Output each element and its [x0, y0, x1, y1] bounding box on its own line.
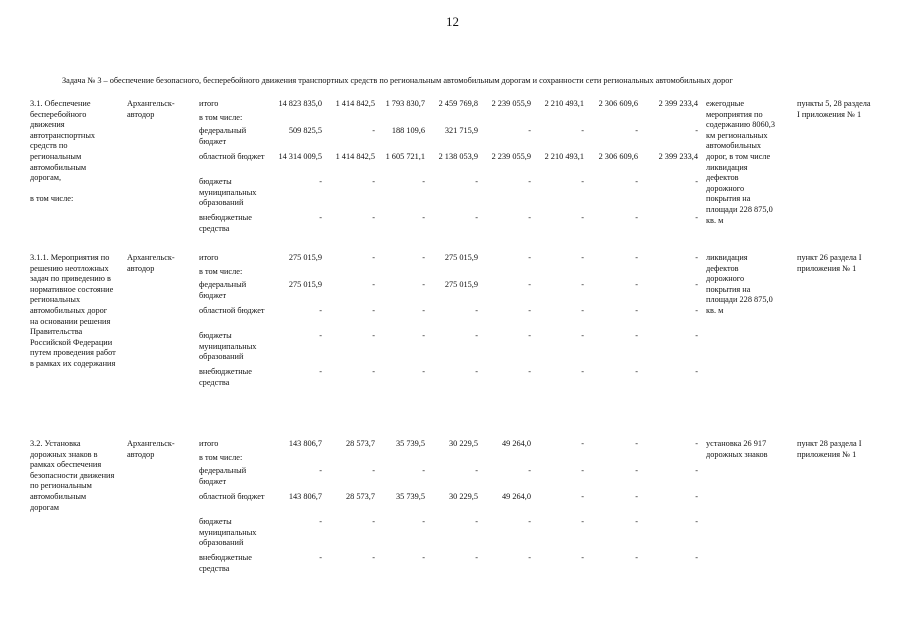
amount-cell: 14 823 835,0 — [278, 99, 322, 108]
amount-cell: - — [695, 213, 698, 222]
amount-cell: - — [635, 126, 638, 135]
amount-cell: - — [581, 280, 584, 289]
amount-cell: - — [581, 439, 584, 448]
amount-cell: - — [372, 253, 375, 262]
amount-cell: - — [528, 306, 531, 315]
source-label: бюджеты муниципальных образований — [199, 517, 257, 548]
amount-cell: - — [372, 367, 375, 376]
amount-cell: 2 210 493,1 — [544, 152, 584, 161]
amount-cell: - — [372, 213, 375, 222]
amount-cell: - — [635, 517, 638, 526]
amount-cell: - — [528, 367, 531, 376]
amount-cell: - — [695, 466, 698, 475]
amount-cell: - — [581, 517, 584, 526]
amount-cell: - — [635, 213, 638, 222]
amount-cell: - — [422, 213, 425, 222]
amount-cell: 28 573,7 — [345, 492, 375, 501]
amount-cell: - — [528, 553, 531, 562]
source-label: в том числе: — [199, 453, 243, 462]
amount-cell: - — [475, 331, 478, 340]
amount-cell: - — [372, 177, 375, 186]
amount-cell: - — [319, 553, 322, 562]
amount-cell: - — [695, 177, 698, 186]
source-label: федеральный бюджет — [199, 466, 247, 486]
row-executor: Архангельск-автодор — [127, 99, 175, 119]
amount-cell: - — [581, 306, 584, 315]
source-label: областной бюджет — [199, 306, 265, 315]
amount-cell: - — [528, 213, 531, 222]
amount-cell: - — [422, 553, 425, 562]
amount-cell: 2 399 233,4 — [658, 99, 698, 108]
amount-cell: - — [319, 213, 322, 222]
row-name: 3.1. Обеспечение бесперебойного движения автотранспортных средств по региональным автомобильным дорогам, в том числе: — [30, 99, 96, 204]
amount-cell: - — [319, 331, 322, 340]
amount-cell: - — [528, 517, 531, 526]
amount-cell: - — [695, 367, 698, 376]
amount-cell: 275 015,9 — [444, 280, 478, 289]
amount-cell: 2 239 055,9 — [491, 99, 531, 108]
amount-cell: - — [422, 177, 425, 186]
amount-cell: - — [422, 517, 425, 526]
source-label: федеральный бюджет — [199, 126, 247, 146]
amount-cell: - — [475, 517, 478, 526]
amount-cell: 30 229,5 — [448, 492, 478, 501]
source-label: в том числе: — [199, 113, 243, 122]
amount-cell: - — [695, 280, 698, 289]
amount-cell: - — [372, 517, 375, 526]
source-label: итого — [199, 439, 219, 448]
amount-cell: 143 806,7 — [288, 439, 322, 448]
amount-cell: - — [319, 367, 322, 376]
amount-cell: - — [372, 553, 375, 562]
source-label: итого — [199, 99, 219, 108]
amount-cell: - — [695, 306, 698, 315]
amount-cell: - — [422, 466, 425, 475]
amount-cell: - — [635, 306, 638, 315]
amount-cell: - — [372, 331, 375, 340]
amount-cell: 275 015,9 — [444, 253, 478, 262]
amount-cell: - — [372, 280, 375, 289]
amount-cell: 1 414 842,5 — [335, 152, 375, 161]
row-reference: пункты 5, 28 раздела I приложения № 1 — [797, 99, 871, 119]
amount-cell: - — [422, 253, 425, 262]
amount-cell: - — [635, 280, 638, 289]
row-result: установка 26 917 дорожных знаков — [706, 439, 768, 459]
source-label: областной бюджет — [199, 152, 265, 161]
amount-cell: - — [528, 177, 531, 186]
amount-cell: 1 793 830,7 — [385, 99, 425, 108]
amount-cell: - — [635, 253, 638, 262]
amount-cell: - — [695, 553, 698, 562]
amount-cell: - — [475, 213, 478, 222]
amount-cell: - — [475, 466, 478, 475]
amount-cell: - — [319, 306, 322, 315]
source-label: областной бюджет — [199, 492, 265, 501]
amount-cell: 2 306 609,6 — [598, 99, 638, 108]
amount-cell: 49 264,0 — [501, 439, 531, 448]
amount-cell: 2 210 493,1 — [544, 99, 584, 108]
amount-cell: 1 605 721,1 — [385, 152, 425, 161]
amount-cell: - — [528, 126, 531, 135]
amount-cell: 2 239 055,9 — [491, 152, 531, 161]
row-reference: пункт 26 раздела I приложения № 1 — [797, 253, 862, 273]
amount-cell: 14 314 009,5 — [278, 152, 322, 161]
amount-cell: - — [319, 177, 322, 186]
amount-cell: - — [475, 306, 478, 315]
amount-cell: - — [581, 213, 584, 222]
amount-cell: - — [581, 492, 584, 501]
amount-cell: - — [581, 367, 584, 376]
amount-cell: 1 414 842,5 — [335, 99, 375, 108]
amount-cell: 188 109,6 — [391, 126, 425, 135]
amount-cell: - — [581, 126, 584, 135]
amount-cell: - — [528, 466, 531, 475]
amount-cell: 509 825,5 — [288, 126, 322, 135]
amount-cell: - — [695, 517, 698, 526]
amount-cell: - — [635, 553, 638, 562]
amount-cell: - — [422, 367, 425, 376]
source-label: внебюджетные средства — [199, 553, 252, 573]
source-label: итого — [199, 253, 219, 262]
amount-cell: - — [695, 492, 698, 501]
amount-cell: - — [422, 280, 425, 289]
amount-cell: - — [475, 367, 478, 376]
amount-cell: - — [319, 517, 322, 526]
amount-cell: - — [581, 553, 584, 562]
amount-cell: - — [695, 331, 698, 340]
amount-cell: - — [581, 331, 584, 340]
row-name: 3.1.1. Мероприятия по решению неотложных задач по приведению в нормативное состояние региональных автомобильных дорог на основании решения Правительства Российской Федерации путем проведения работ в рамках их содержания — [30, 253, 116, 368]
amount-cell: - — [319, 466, 322, 475]
source-label: бюджеты муниципальных образований — [199, 331, 257, 362]
row-name: 3.2. Установка дорожных знаков в рамках обеспечения безопасности движения по региональным автомобильным дорогам — [30, 439, 115, 512]
amount-cell: - — [581, 253, 584, 262]
amount-cell: - — [372, 126, 375, 135]
source-label: внебюджетные средства — [199, 213, 252, 233]
amount-cell: - — [695, 439, 698, 448]
amount-cell: 2 138 053,9 — [438, 152, 478, 161]
amount-cell: 49 264,0 — [501, 492, 531, 501]
source-label: бюджеты муниципальных образований — [199, 177, 257, 208]
row-result: ежегодные мероприятия по содержанию 8060,3 км региональных автомобильных дорог, в том числе ликвидация дефектов дорожного покрытия на площади 228 875,0 кв. м — [706, 99, 776, 225]
row-executor: Архангельск-автодор — [127, 439, 175, 459]
amount-cell: 35 739,5 — [395, 492, 425, 501]
amount-cell: - — [635, 331, 638, 340]
row-reference: пункт 28 раздела I приложения № 1 — [797, 439, 862, 459]
amount-cell: - — [528, 253, 531, 262]
page-number: 12 — [446, 14, 459, 29]
task-title: Задача № 3 – обеспечение безопасного, бесперебойного движения транспортных средств по региональным автомобильным дорогам и сохранности сети региональных автомобильных дорог — [62, 76, 733, 85]
amount-cell: - — [581, 466, 584, 475]
amount-cell: 321 715,9 — [444, 126, 478, 135]
amount-cell: 28 573,7 — [345, 439, 375, 448]
amount-cell: - — [475, 177, 478, 186]
source-label: в том числе: — [199, 267, 243, 276]
amount-cell: - — [528, 331, 531, 340]
row-executor: Архангельск-автодор — [127, 253, 175, 273]
amount-cell: - — [372, 466, 375, 475]
amount-cell: 2 399 233,4 — [658, 152, 698, 161]
amount-cell: 30 229,5 — [448, 439, 478, 448]
amount-cell: 35 739,5 — [395, 439, 425, 448]
amount-cell: 143 806,7 — [288, 492, 322, 501]
amount-cell: - — [581, 177, 584, 186]
amount-cell: - — [695, 126, 698, 135]
amount-cell: - — [475, 553, 478, 562]
amount-cell: 2 459 769,8 — [438, 99, 478, 108]
amount-cell: - — [422, 306, 425, 315]
amount-cell: - — [635, 492, 638, 501]
source-label: внебюджетные средства — [199, 367, 252, 387]
amount-cell: 275 015,9 — [288, 280, 322, 289]
amount-cell: - — [635, 367, 638, 376]
amount-cell: - — [372, 306, 375, 315]
amount-cell: - — [635, 466, 638, 475]
amount-cell: - — [695, 253, 698, 262]
amount-cell: 2 306 609,6 — [598, 152, 638, 161]
amount-cell: 275 015,9 — [288, 253, 322, 262]
amount-cell: - — [528, 280, 531, 289]
amount-cell: - — [422, 331, 425, 340]
source-label: федеральный бюджет — [199, 280, 247, 300]
amount-cell: - — [635, 177, 638, 186]
amount-cell: - — [635, 439, 638, 448]
row-result: ликвидация дефектов дорожного покрытия на площади 228 875,0 кв. м — [706, 253, 773, 315]
